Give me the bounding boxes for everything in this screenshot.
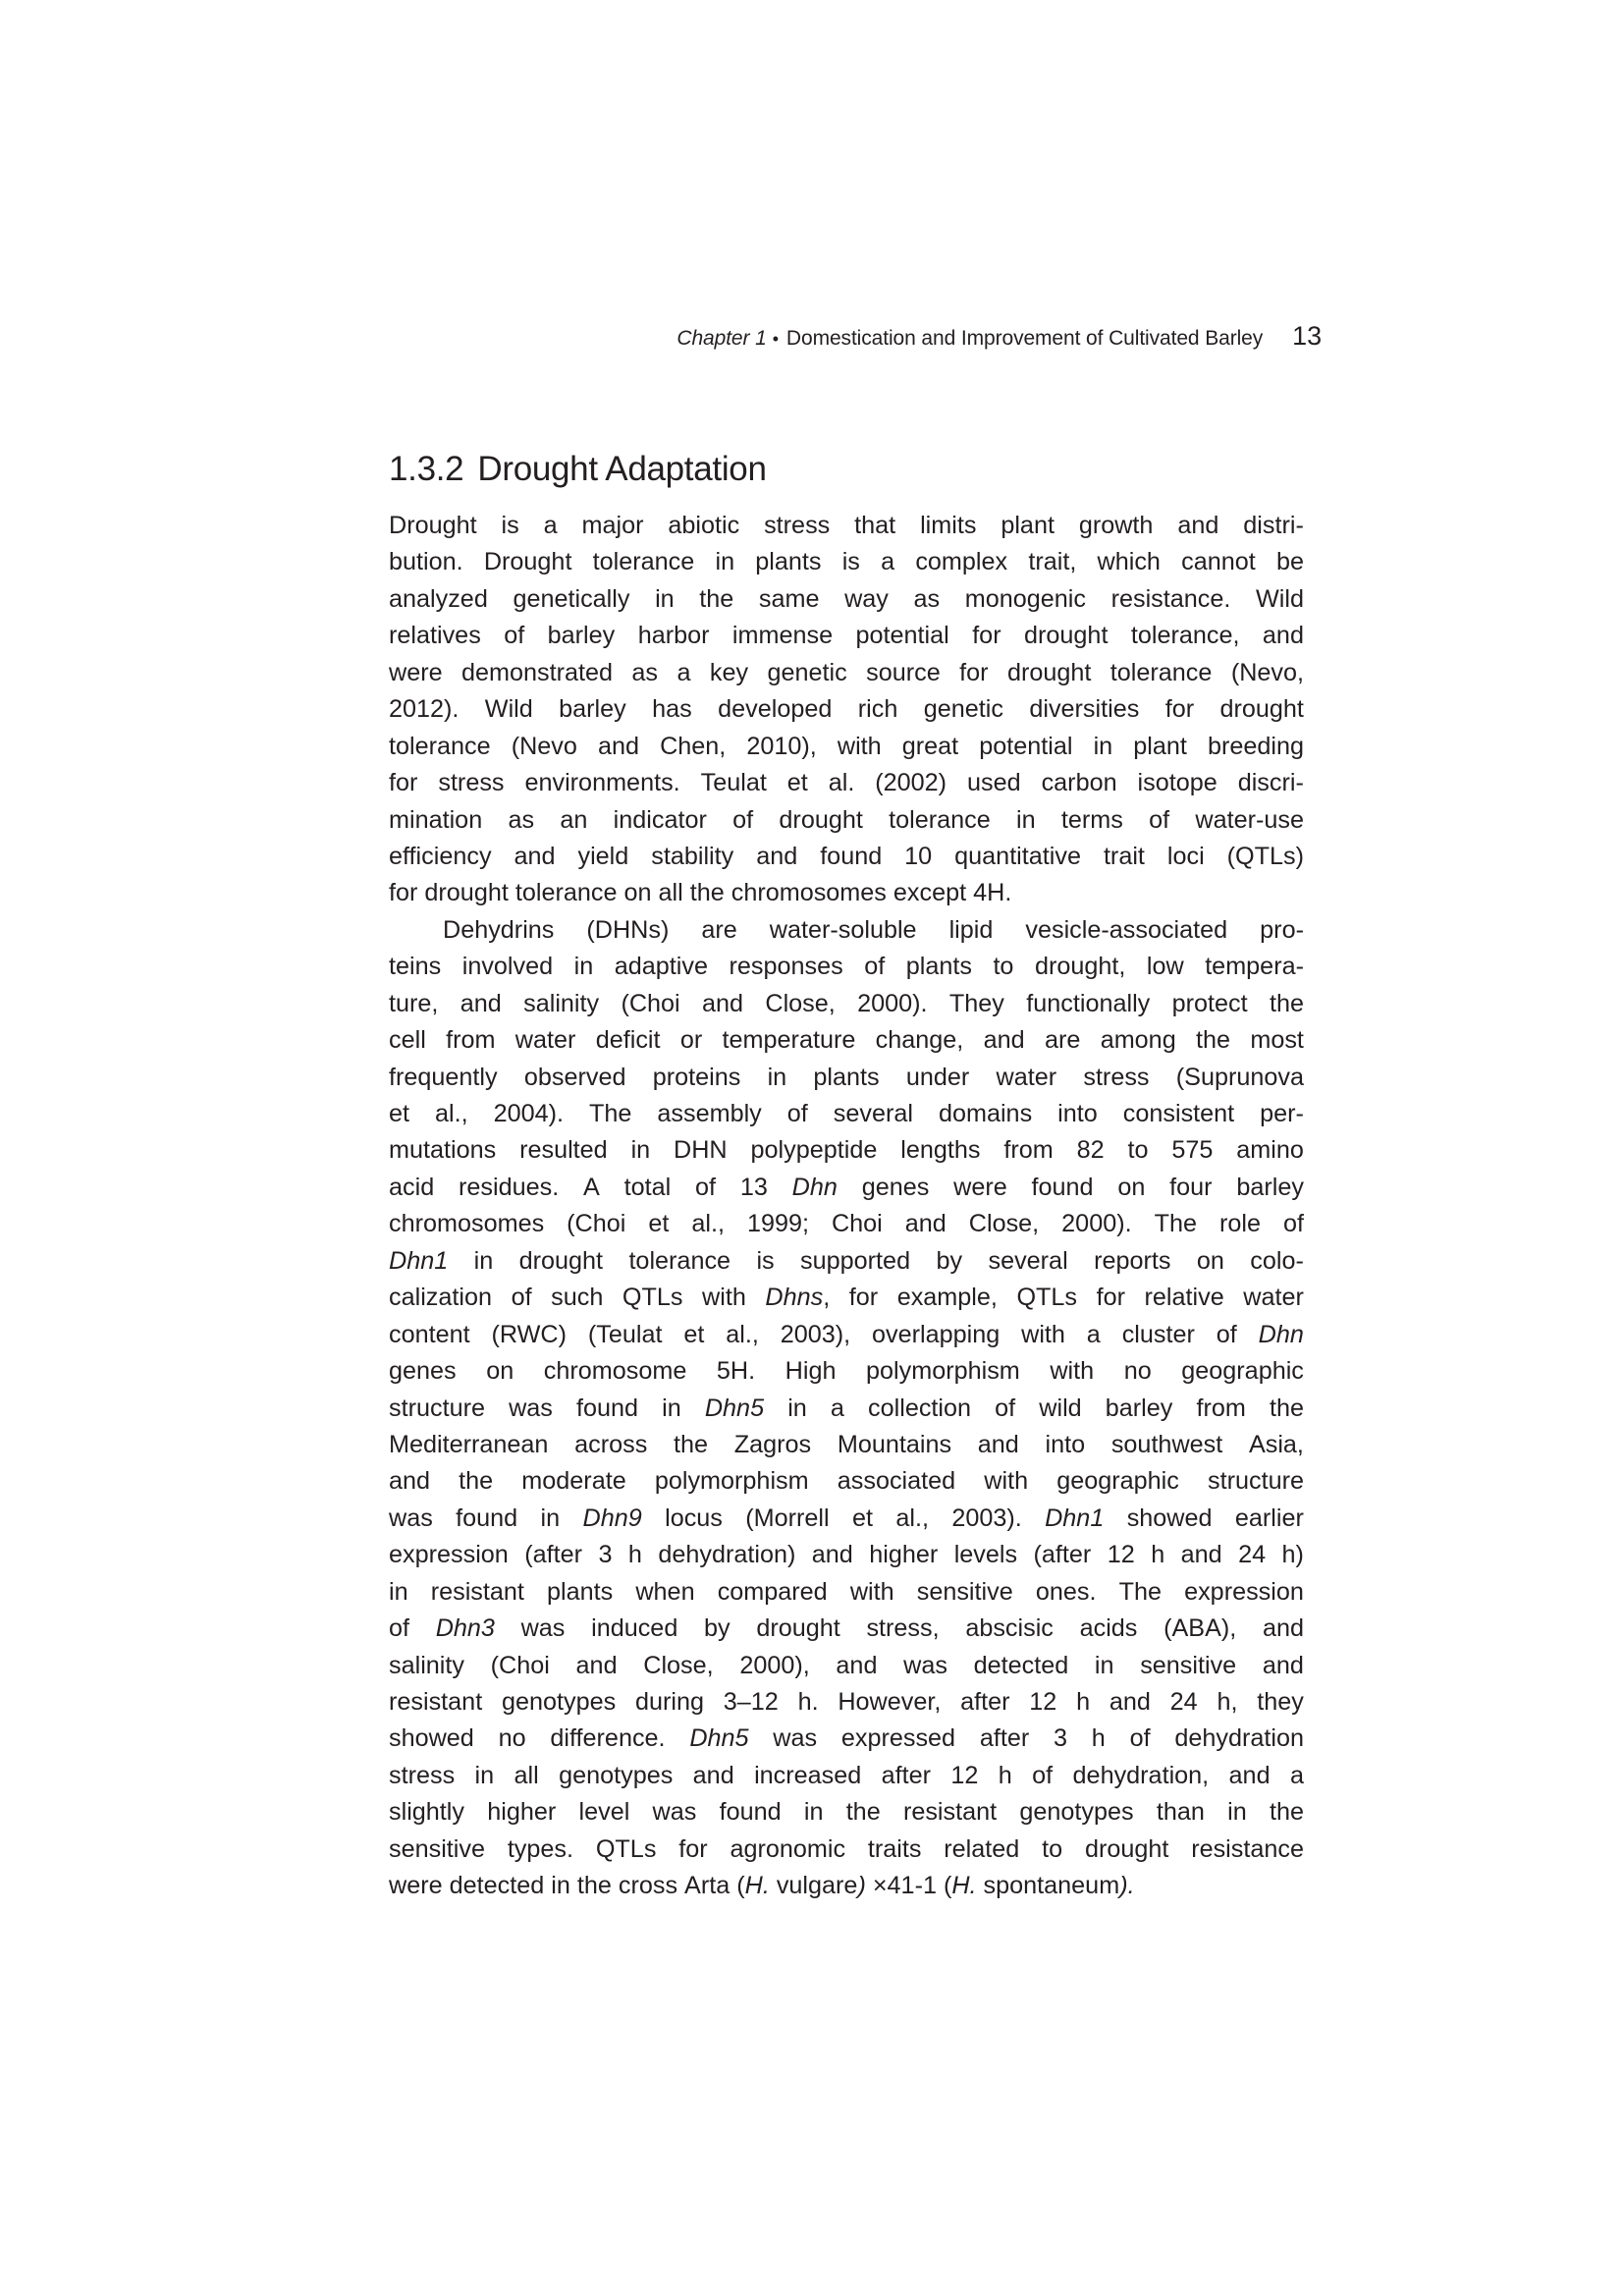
text-line: was found in Dhn9 locus (Morrell et al., 2003). Dhn1 showed earlier	[389, 1503, 1304, 1532]
chapter-label: Chapter 1	[676, 327, 767, 350]
text-line: expression (after 3 h dehydration) and higher levels (after 12 h and 24 h)	[389, 1541, 1304, 1569]
text-line: structure was found in Dhn5 in a collection of wild barley from the	[389, 1394, 1304, 1422]
text-line: tolerance (Nevo and Chen, 2010), with great potential in plant breeding	[389, 732, 1304, 760]
text-line: resistant genotypes during 3–12 h. However, after 12 h and 24 h, they	[389, 1688, 1304, 1716]
text-line: for drought tolerance on all the chromosomes except 4H.	[389, 879, 1012, 907]
text-line: of Dhn3 was induced by drought stress, abscisic acids (ABA), and	[389, 1614, 1304, 1643]
text-line: efficiency and yield stability and found 10 quantitative trait loci (QTLs)	[389, 842, 1304, 870]
text-line: showed no difference. Dhn5 was expressed after 3 h of dehydration	[389, 1724, 1304, 1753]
text-line: frequently observed proteins in plants under water stress (Suprunova	[389, 1063, 1304, 1091]
chapter-title: Domestication and Improvement of Cultivated Barley	[785, 327, 1264, 350]
text-line: cell from water deficit or temperature change, and are among the most	[389, 1026, 1304, 1055]
text-line: were detected in the cross Arta (H. vulgare) ×41-1 (H. spontaneum).	[389, 1872, 1135, 1900]
bullet-separator: •	[772, 329, 779, 349]
text-line: mination as an indicator of drought tolerance in terms of water-use	[389, 805, 1304, 834]
text-line: salinity (Choi and Close, 2000), and was detected in sensitive and	[389, 1651, 1304, 1679]
text-line: relatives of barley harbor immense potential for drought tolerance, and	[389, 622, 1304, 650]
section-heading	[389, 450, 767, 489]
text-line: in resistant plants when compared with sensitive ones. The expression	[389, 1577, 1304, 1606]
text-line: genes on chromosome 5H. High polymorphism with no geographic	[389, 1357, 1304, 1386]
page-number: 13	[1292, 321, 1322, 351]
paragraph	[389, 912, 1304, 1905]
paragraph	[389, 508, 1304, 912]
section-number: 1.3.2	[389, 450, 464, 488]
text-line: Drought is a major abiotic stress that limits plant growth and distri-	[389, 512, 1304, 539]
body-text	[389, 508, 1304, 1905]
text-line: chromosomes (Choi et al., 1999; Choi and Close, 2000). The role of	[389, 1210, 1304, 1238]
text-line: 2012). Wild barley has developed rich genetic diversities for drought	[389, 695, 1304, 724]
running-head	[550, 321, 1322, 353]
text-line: bution. Drought tolerance in plants is a complex trait, which cannot be	[389, 548, 1304, 576]
text-line: mutations resulted in DHN polypeptide lengths from 82 to 575 amino	[389, 1136, 1304, 1165]
section-title: Drought Adaptation	[477, 450, 767, 488]
text-line: Dehydrins (DHNs) are water-soluble lipid vesicle-associated pro-	[443, 915, 1304, 944]
text-line: sensitive types. QTLs for agronomic traits related to drought resistance	[389, 1834, 1304, 1863]
text-line: ture, and salinity (Choi and Close, 2000). They functionally protect the	[389, 989, 1304, 1017]
text-line: Dhn1 in drought tolerance is supported by several reports on colo-	[389, 1246, 1304, 1275]
text-line: Mediterranean across the Zagros Mountains and into southwest Asia,	[389, 1430, 1304, 1458]
text-line: slightly higher level was found in the resistant genotypes than in the	[389, 1798, 1304, 1827]
text-line: for stress environments. Teulat et al. (2002) used carbon isotope discri-	[389, 769, 1304, 797]
text-line: stress in all genotypes and increased after 12 h of dehydration, and a	[389, 1761, 1304, 1789]
text-line: teins involved in adaptive responses of plants to drought, low tempera-	[389, 953, 1304, 981]
text-line: acid residues. A total of 13 Dhn genes were found on four barley	[389, 1173, 1304, 1201]
text-line: analyzed genetically in the same way as monogenic resistance. Wild	[389, 584, 1304, 613]
text-line: et al., 2004). The assembly of several domains into consistent per-	[389, 1100, 1304, 1127]
text-line: and the moderate polymorphism associated with geographic structure	[389, 1467, 1304, 1496]
text-line: content (RWC) (Teulat et al., 2003), overlapping with a cluster of Dhn	[389, 1320, 1304, 1348]
text-line: were demonstrated as a key genetic source for drought tolerance (Nevo,	[389, 658, 1304, 686]
text-line: calization of such QTLs with Dhns, for example, QTLs for relative water	[389, 1284, 1304, 1312]
